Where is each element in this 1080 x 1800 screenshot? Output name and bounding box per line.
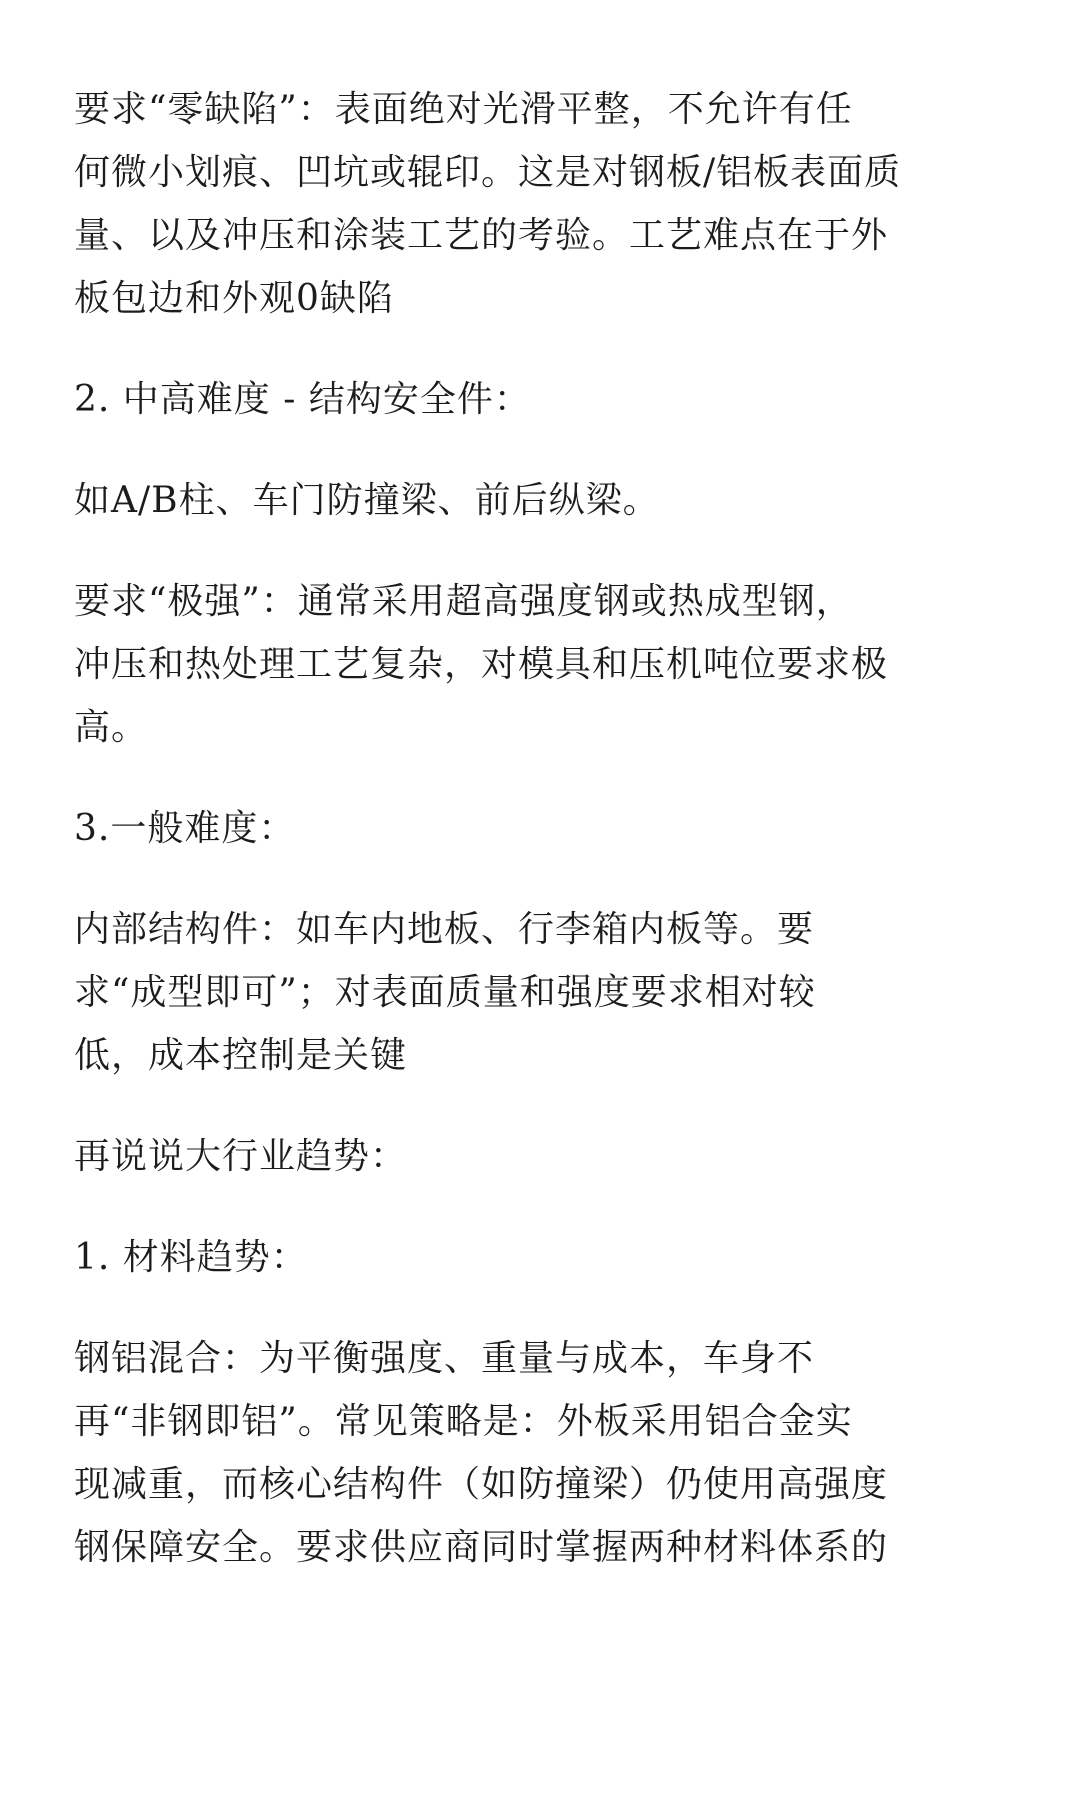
text-line: 要求“零缺陷”：表面绝对光滑平整，不允许有任 bbox=[74, 89, 853, 130]
paragraph-structural-examples bbox=[74, 469, 1014, 532]
section-heading-material-trends bbox=[74, 1226, 1014, 1289]
paragraph-internal-parts bbox=[74, 898, 1014, 1087]
section-heading-general bbox=[74, 797, 1014, 860]
paragraph-steel-aluminum bbox=[74, 1327, 1014, 1579]
text-line: 现减重，而核心结构件（如防撞梁）仍使用高强度 bbox=[74, 1464, 889, 1505]
section-heading-trends bbox=[74, 1125, 1014, 1188]
text-line: 低，成本控制是关键 bbox=[74, 1035, 408, 1076]
text-line: 求“成型即可”；对表面质量和强度要求相对较 bbox=[74, 972, 816, 1013]
section-heading: 1. 材料趋势： bbox=[74, 1237, 308, 1278]
section-heading: 再说说大行业趋势： bbox=[74, 1136, 408, 1177]
paragraph-zero-defect bbox=[74, 78, 1014, 330]
text-line: 钢铝混合：为平衡强度、重量与成本，车身不 bbox=[74, 1338, 815, 1379]
text-line: 冲压和热处理工艺复杂，对模具和压机吨位要求极 bbox=[74, 644, 889, 685]
text-line: 如A/B柱、车门防撞梁、前后纵梁。 bbox=[74, 480, 660, 521]
text-line: 要求“极强”：通常采用超高强度钢或热成型钢， bbox=[74, 581, 853, 622]
section-heading: 3.一般难度： bbox=[74, 808, 296, 849]
text-line: 内部结构件：如车内地板、行李箱内板等。要 bbox=[74, 909, 815, 950]
article-body bbox=[74, 78, 1014, 1617]
text-line: 板包边和外观0缺陷 bbox=[74, 278, 394, 319]
text-line: 钢保障安全。要求供应商同时掌握两种材料体系的 bbox=[74, 1527, 889, 1568]
text-line: 再“非钢即铝”。常见策略是：外板采用铝合金实 bbox=[74, 1401, 853, 1442]
text-line: 量、以及冲压和涂装工艺的考验。工艺难点在于外 bbox=[74, 215, 889, 256]
text-line: 何微小划痕、凹坑或辊印。这是对钢板/铝板表面质 bbox=[74, 152, 902, 193]
text-line: 高。 bbox=[74, 707, 149, 748]
paragraph-structural-requirements bbox=[74, 570, 1014, 759]
section-heading: 2. 中高难度 - 结构安全件： bbox=[74, 379, 531, 420]
section-heading-structural bbox=[74, 368, 1014, 431]
